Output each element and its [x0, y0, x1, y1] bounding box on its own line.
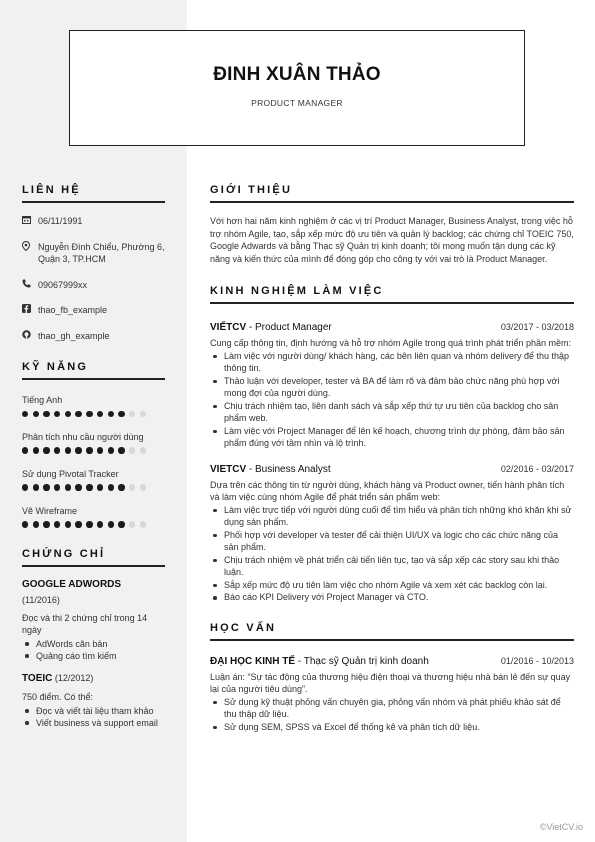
birthday-text: 06/11/1991 — [38, 216, 83, 226]
rating-dot-filled — [75, 447, 81, 453]
rating-dot-filled — [86, 521, 92, 527]
job-date: 02/2016 - 03/2017 — [500, 463, 574, 474]
rating-dot-filled — [108, 521, 114, 527]
rating-dot-filled — [75, 484, 81, 490]
rating-dot-filled — [75, 521, 81, 527]
candidate-name: ĐINH XUÂN THẢO — [213, 64, 381, 85]
rating-dot-filled — [33, 521, 39, 527]
contact-list — [22, 215, 165, 342]
education-date: 01/2016 - 10/2013 — [500, 655, 574, 666]
cert-toeic-list — [22, 705, 165, 729]
rating-dot-filled — [33, 447, 39, 453]
certs-title: CHỨNG CHỈ — [22, 548, 165, 567]
calendar-icon — [22, 215, 38, 228]
education-title: HỌC VẤN — [210, 622, 574, 641]
rating-dot-filled — [22, 521, 28, 527]
list-item: Báo cáo KPI Delivery với Project Manager và CTO. — [210, 591, 574, 604]
intro-text: Với hơn hai năm kinh nghiệm ở các vị trí Product Manager, Business Analyst, trong việc hỗ trợ nhóm Agile, tạo, sắp xếp mức độ ưu tiên và quản lý backlog; các chứng chỉ TOEIC 750, Google Adwards và bằng Thạc sỹ Quản trị kinh doanh; tôi mong muốn tận dụng các kỹ năng và kiến thức của mình để đóng góp cho công ty với vai trò là Product Manager. — [210, 216, 574, 264]
job-item — [210, 464, 574, 604]
rating-dot-filled — [65, 484, 71, 490]
rating-dot-filled — [22, 411, 28, 417]
skill-item — [22, 468, 165, 491]
job-date: 03/2017 - 03/2018 — [500, 322, 574, 332]
list-item: AdWords căn bản — [22, 638, 165, 650]
job-item — [210, 322, 574, 450]
experience-title: KINH NGHIỆM LÀM VIỆC — [210, 285, 574, 304]
list-item: Làm việc với Project Manager để lên kế hoạch, chương trình dự phòng, đảm bảo sản phẩm đúng với tầm nhìn và lộ trình. — [210, 425, 574, 450]
rating-dot-filled — [108, 411, 114, 417]
cert-google-year: (11/2016) — [22, 594, 60, 605]
skill-rating — [22, 521, 165, 527]
list-item: Sử dụng kỹ thuật phỏng vấn chuyên gia, phỏng vấn nhóm và phát phiếu khảo sát để thu thập dữ liệu. — [210, 696, 574, 721]
skill-name: Sử dụng Pivotal Tracker — [22, 468, 119, 479]
rating-dot-filled — [43, 447, 49, 453]
job-company: VIẾTCV — [210, 322, 247, 333]
list-item: Phối hợp với developer và tester để cải thiện UI/UX và logic cho các chức năng của sản phẩm. — [210, 529, 574, 554]
rating-dot-empty — [129, 521, 135, 527]
list-item: Làm việc với người dùng/ khách hàng, các bên liên quan và nhóm delivery để thu thập thông tin. — [210, 350, 574, 375]
rating-dot-filled — [33, 484, 39, 490]
cert-toeic — [22, 672, 165, 729]
skill-item — [22, 505, 165, 528]
location-icon — [22, 241, 38, 255]
job-bullets — [210, 350, 574, 450]
list-item: Thảo luận với developer, tester và BA để làm rõ và đảm bảo chức năng phù hợp với mong đợi của người dùng. — [210, 375, 574, 400]
rating-dot-filled — [118, 447, 124, 453]
rating-dot-filled — [33, 411, 39, 417]
rating-dot-filled — [54, 484, 60, 490]
list-item: Quảng cáo tìm kiếm — [22, 650, 165, 662]
education-header — [210, 656, 574, 667]
contact-phone — [22, 279, 165, 292]
skill-rating — [22, 411, 165, 417]
github-text: thao_gh_example — [38, 330, 110, 341]
rating-dot-filled — [118, 484, 124, 490]
rating-dot-filled — [65, 521, 71, 527]
rating-dot-filled — [97, 411, 103, 417]
skill-rating — [22, 447, 165, 453]
rating-dot-filled — [108, 447, 114, 453]
github-icon — [22, 330, 38, 343]
rating-dot-filled — [54, 521, 60, 527]
skill-item — [22, 394, 165, 417]
rating-dot-empty — [140, 411, 146, 417]
rating-dot-filled — [43, 411, 49, 417]
rating-dot-empty — [140, 484, 146, 490]
candidate-role: PRODUCT MANAGER — [251, 98, 343, 108]
cert-google-desc: Đọc và thi 2 chứng chỉ trong 14 ngày — [22, 612, 148, 635]
phone-text: 09067999xx — [38, 279, 88, 290]
rating-dot-empty — [129, 484, 135, 490]
skills-list — [22, 394, 165, 528]
rating-dot-filled — [75, 411, 81, 417]
rating-dot-empty — [129, 411, 135, 417]
rating-dot-empty — [140, 447, 146, 453]
rating-dot-filled — [97, 484, 103, 490]
facebook-icon — [22, 304, 38, 317]
cert-google — [22, 579, 165, 662]
list-item: Làm việc trực tiếp với người dùng cuối để tìm hiểu và phân tích những khó khăn khi sử dụng sản phẩm. — [210, 504, 574, 529]
rating-dot-filled — [97, 521, 103, 527]
rating-dot-filled — [65, 447, 71, 453]
rating-dot-filled — [86, 447, 92, 453]
address-text: Nguyễn Đình Chiểu, Phường 6, Quận 3, TP.HCM — [38, 241, 165, 264]
skill-name: Phân tích nhu cầu người dùng — [22, 431, 144, 442]
rating-dot-filled — [43, 521, 49, 527]
main-column — [210, 184, 574, 733]
rating-dot-filled — [22, 484, 28, 490]
cert-toeic-year: (12/2012) — [54, 672, 94, 683]
job-desc: Dựa trên các thông tin từ người dùng, khách hàng và Product owner, tiến hành phân tích và làm việc cùng nhóm Agile để phát triển sản phẩm web: — [210, 479, 565, 502]
list-item: Sắp xếp mức độ ưu tiên làm việc cho nhóm Agile và xem xét các backlog còn lại. — [210, 579, 574, 592]
list-item: Sử dụng SEM, SPSS và Excel để thống kê và phân tích dữ liệu. — [210, 721, 574, 734]
contact-title: LIÊN HỆ — [22, 184, 165, 203]
education-item — [210, 656, 574, 734]
rating-dot-filled — [86, 411, 92, 417]
list-item: Chịu trách nhiệm về phát triển cải tiến liên tục, tạo và sắp xếp các story sau khi thảo luận. — [210, 554, 574, 579]
skill-name: Vẽ Wireframe — [22, 505, 78, 516]
education-desc: Luận án: “Sự tác động của thương hiệu điện thoại và thương hiệu nhà bán lẻ đến sự quay lại của người tiêu dùng”. — [210, 671, 571, 694]
job-company: VIETCV — [210, 463, 247, 475]
contact-address — [22, 241, 165, 266]
watermark: ©VietCV.io — [539, 822, 583, 832]
rating-dot-empty — [129, 447, 135, 453]
contact-github[interactable] — [22, 330, 165, 343]
job-position: - Business Analyst — [246, 463, 331, 475]
rating-dot-filled — [65, 411, 71, 417]
cert-toeic-title: TOEIC — [22, 672, 53, 684]
rating-dot-filled — [118, 411, 124, 417]
cert-google-title: GOOGLE ADWORDS — [22, 578, 122, 590]
education-degree: - Thạc sỹ Quản trị kinh doanh — [295, 655, 429, 667]
job-header — [210, 322, 574, 333]
rating-dot-filled — [118, 521, 124, 527]
rating-dot-filled — [108, 484, 114, 490]
rating-dot-filled — [22, 447, 28, 453]
rating-dot-filled — [54, 447, 60, 453]
skill-name: Tiếng Anh — [22, 395, 63, 405]
education-bullets — [210, 696, 574, 734]
rating-dot-filled — [86, 484, 92, 490]
education-school: ĐẠI HỌC KINH TẾ — [210, 655, 295, 667]
rating-dot-filled — [43, 484, 49, 490]
rating-dot-filled — [97, 447, 103, 453]
skill-rating — [22, 484, 165, 490]
contact-birthday — [22, 215, 165, 228]
job-desc: Cung cấp thông tin, định hướng và hỗ trợ nhóm Agile trong quá trình phát triển phần mềm: — [210, 338, 572, 348]
phone-icon — [22, 279, 38, 292]
facebook-text: thao_fb_example — [38, 305, 108, 315]
job-position: - Product Manager — [246, 322, 332, 333]
header-box — [69, 30, 525, 146]
skills-title: KỸ NĂNG — [22, 361, 165, 380]
list-item: Đọc và viết tài liệu tham khảo — [22, 705, 165, 717]
list-item: Chịu trách nhiệm tạo, liên danh sách và sắp xếp thứ tự ưu tiên của backlog cho sản phẩm web. — [210, 400, 574, 425]
job-header — [210, 464, 574, 475]
skill-item — [22, 431, 165, 454]
left-column — [22, 184, 165, 729]
list-item: Viết business và support email — [22, 717, 165, 729]
contact-facebook[interactable] — [22, 304, 165, 317]
job-bullets — [210, 504, 574, 604]
rating-dot-empty — [140, 521, 146, 527]
cert-google-list — [22, 638, 165, 662]
cert-toeic-desc: 750 điểm. Có thể: — [22, 691, 94, 702]
rating-dot-filled — [54, 411, 60, 417]
intro-title: GIỚI THIỆU — [210, 184, 574, 203]
